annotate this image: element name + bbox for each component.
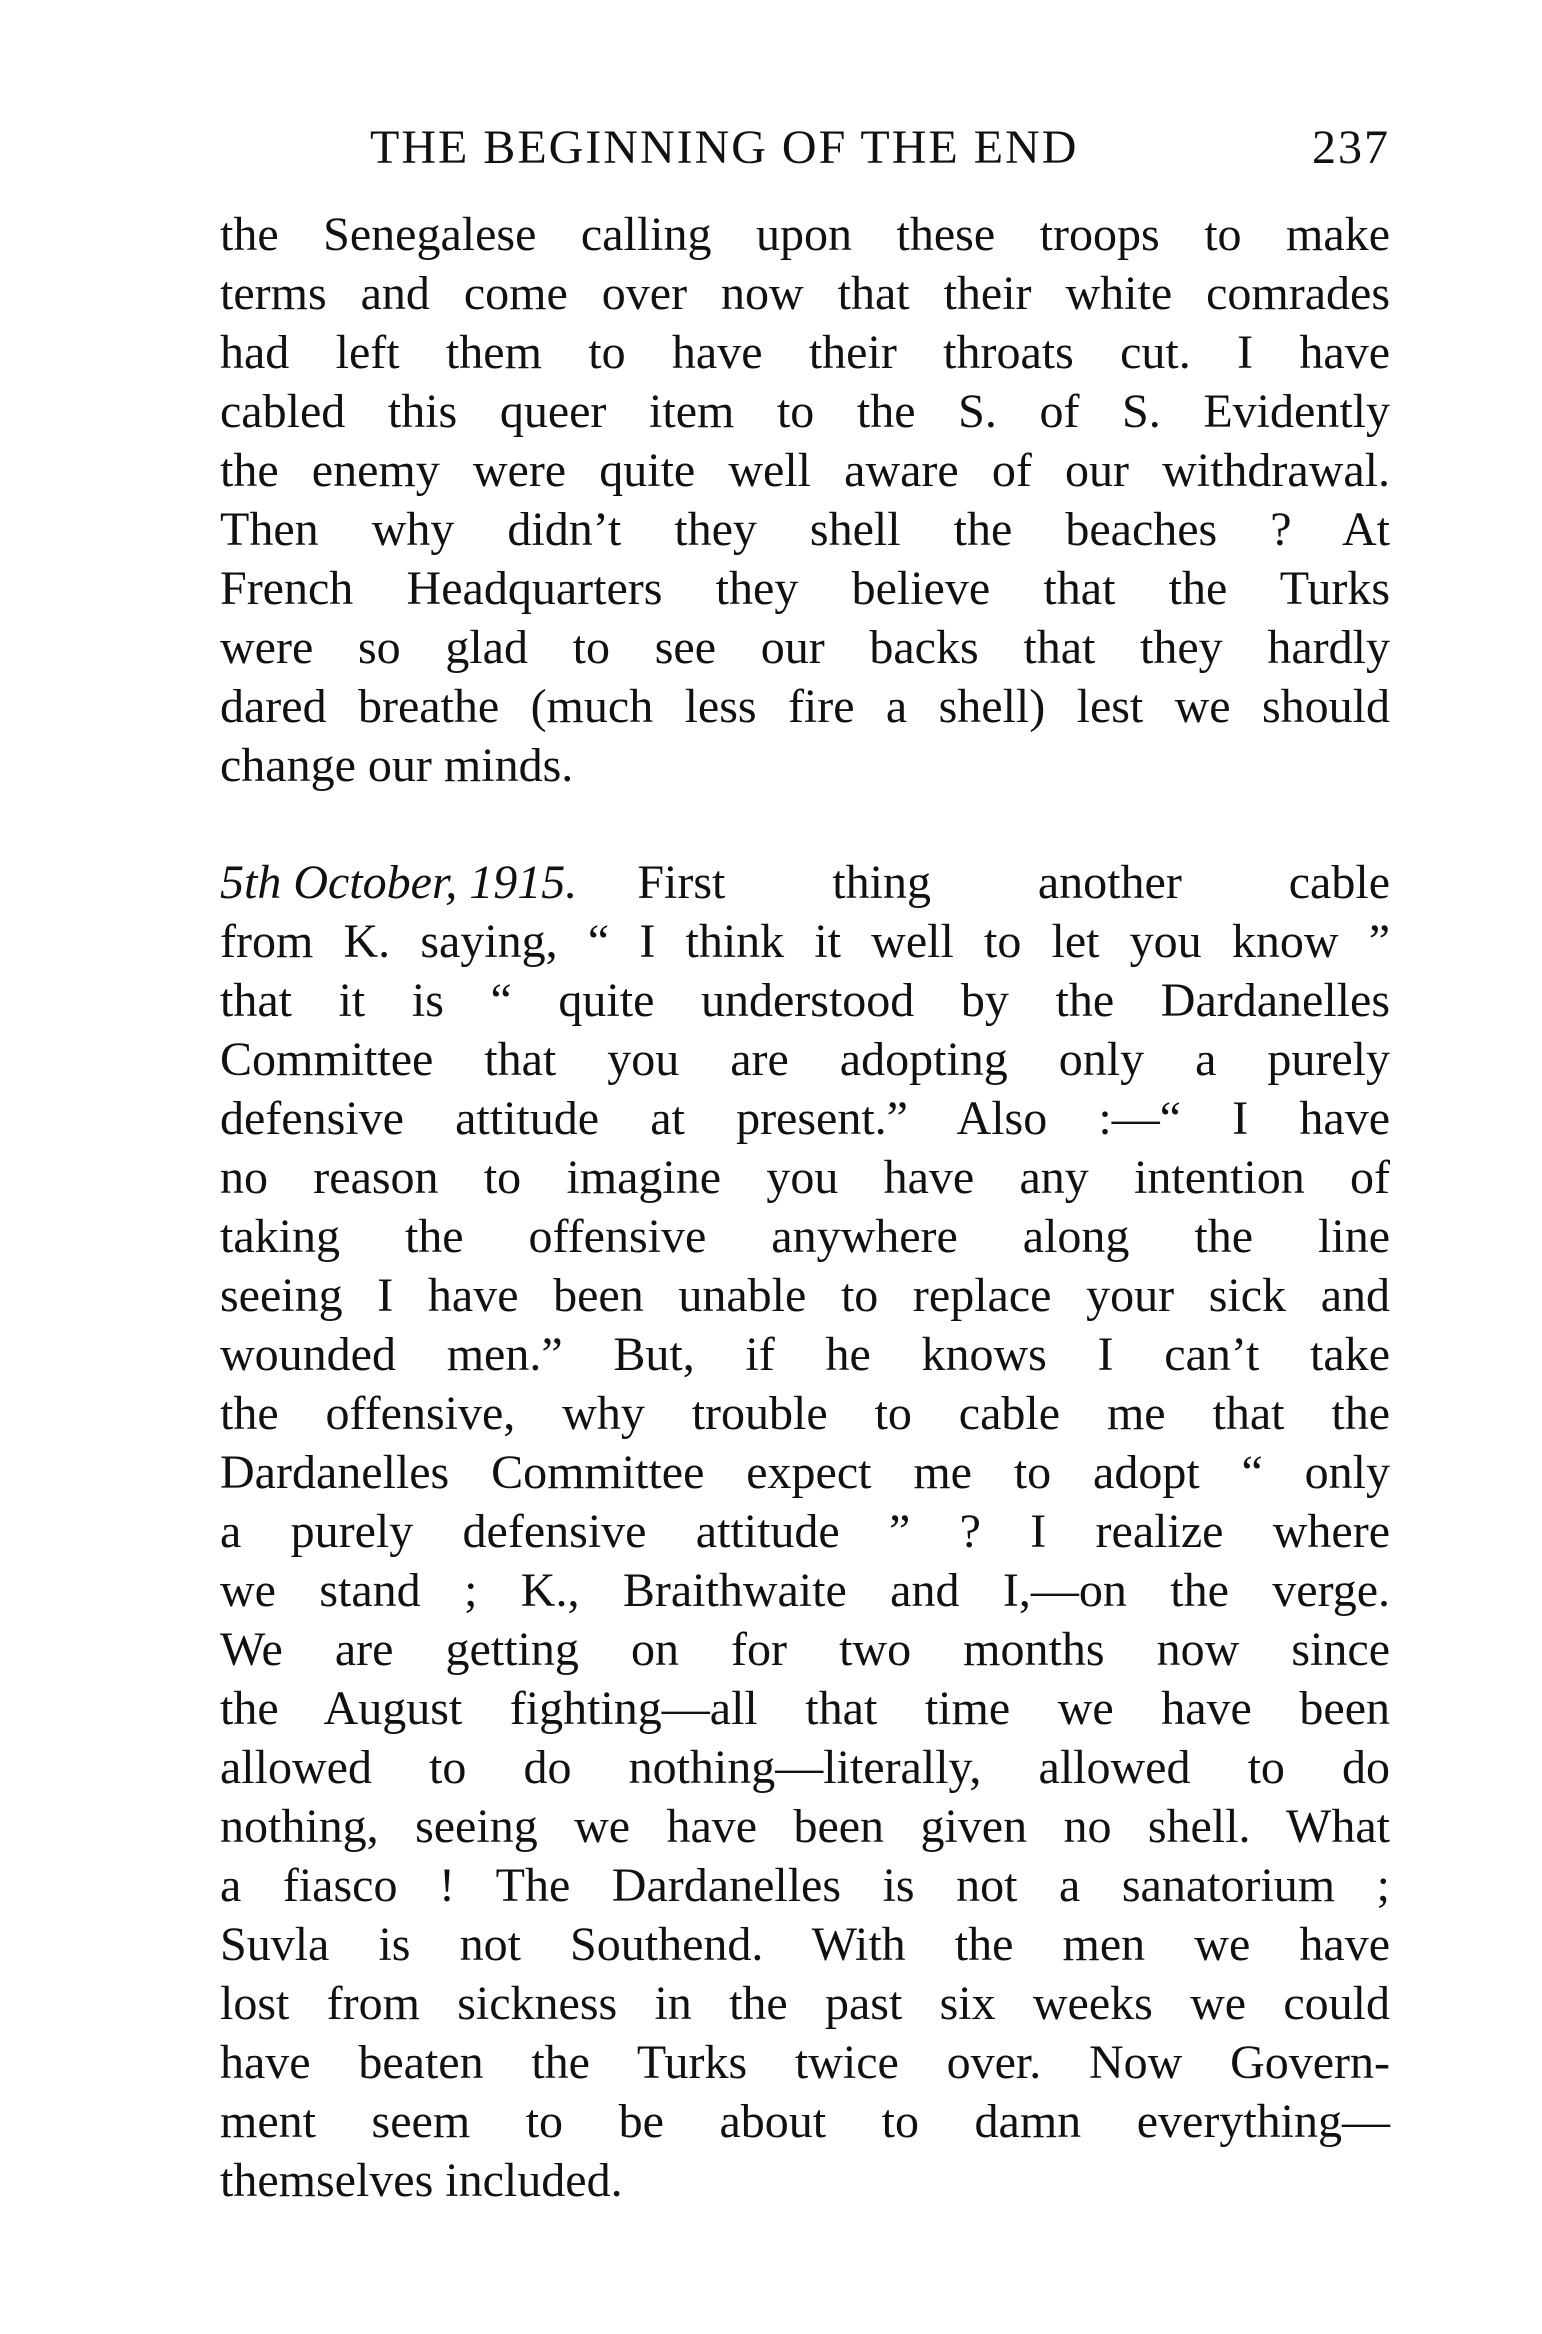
- text-line: seeing I have been unable to replace your sick and: [220, 1269, 1390, 1322]
- text-line: Suvla is not Southend. With the men we have: [220, 1918, 1390, 1971]
- text-line: had left them to have their throats cut. I have: [220, 326, 1390, 379]
- text-line: we stand ; K., Braithwaite and I,—on the verge.: [220, 1564, 1390, 1617]
- text-line: from K. saying, “ I think it well to let you know ”: [220, 915, 1390, 968]
- text-line: the offensive, why trouble to cable me that the: [220, 1387, 1390, 1440]
- text-line: dared breathe (much less fire a shell) lest we should: [220, 680, 1390, 733]
- text-line: French Headquarters they believe that the Turks: [220, 562, 1390, 615]
- entry-date: 5th October, 1915.: [220, 856, 578, 909]
- text-line: ment seem to be about to damn everything—: [220, 2095, 1390, 2148]
- text-line: themselves included.: [220, 2154, 623, 2207]
- text-line: Committee that you are adopting only a purely: [220, 1033, 1390, 1086]
- text-line: Then why didn’t they shell the beaches ? At: [220, 503, 1390, 556]
- text-line: lost from sickness in the past six weeks we could: [220, 1977, 1390, 2030]
- page-number: 237: [1312, 121, 1390, 174]
- text-line: the enemy were quite well aware of our withdrawal.: [220, 444, 1390, 497]
- running-head: [220, 118, 1390, 178]
- text-line: the August fighting—all that time we have been: [220, 1682, 1390, 1735]
- text-line: no reason to imagine you have any intention of: [220, 1151, 1390, 1204]
- text-line: a purely defensive attitude ” ? I realize where: [220, 1505, 1390, 1558]
- text-line: allowed to do nothing—literally, allowed to do: [220, 1741, 1390, 1794]
- text-line: that it is “ quite understood by the Dardanelles: [220, 974, 1390, 1027]
- text-line: change our minds.: [220, 739, 574, 792]
- diary-entry: [220, 853, 1390, 2210]
- text-line: First thing another cable: [637, 856, 1390, 909]
- text-line: terms and come over now that their white comrades: [220, 267, 1390, 320]
- text-line: a fiasco ! The Dardanelles is not a sanatorium ;: [220, 1859, 1390, 1912]
- dateline-line: [220, 853, 1390, 912]
- text-line: have beaten the Turks twice over. Now Govern-: [220, 2036, 1390, 2089]
- text-line: wounded men.” But, if he knows I can’t take: [220, 1328, 1390, 1381]
- text-line: cabled this queer item to the S. of S. Evidently: [220, 385, 1390, 438]
- text-line: Dardanelles Committee expect me to adopt “ only: [220, 1446, 1390, 1499]
- text-line: nothing, seeing we have been given no shell. What: [220, 1800, 1390, 1853]
- paragraph-continuation: [220, 205, 1390, 795]
- running-title: THE BEGINNING OF THE END: [370, 121, 1079, 174]
- text-line: taking the offensive anywhere along the line: [220, 1210, 1390, 1263]
- text-line: were so glad to see our backs that they hardly: [220, 621, 1390, 674]
- text-line: defensive attitude at present.” Also :—“ I have: [220, 1092, 1390, 1145]
- text-line: We are getting on for two months now since: [220, 1623, 1390, 1676]
- text-line: the Senegalese calling upon these troops to make: [220, 208, 1390, 261]
